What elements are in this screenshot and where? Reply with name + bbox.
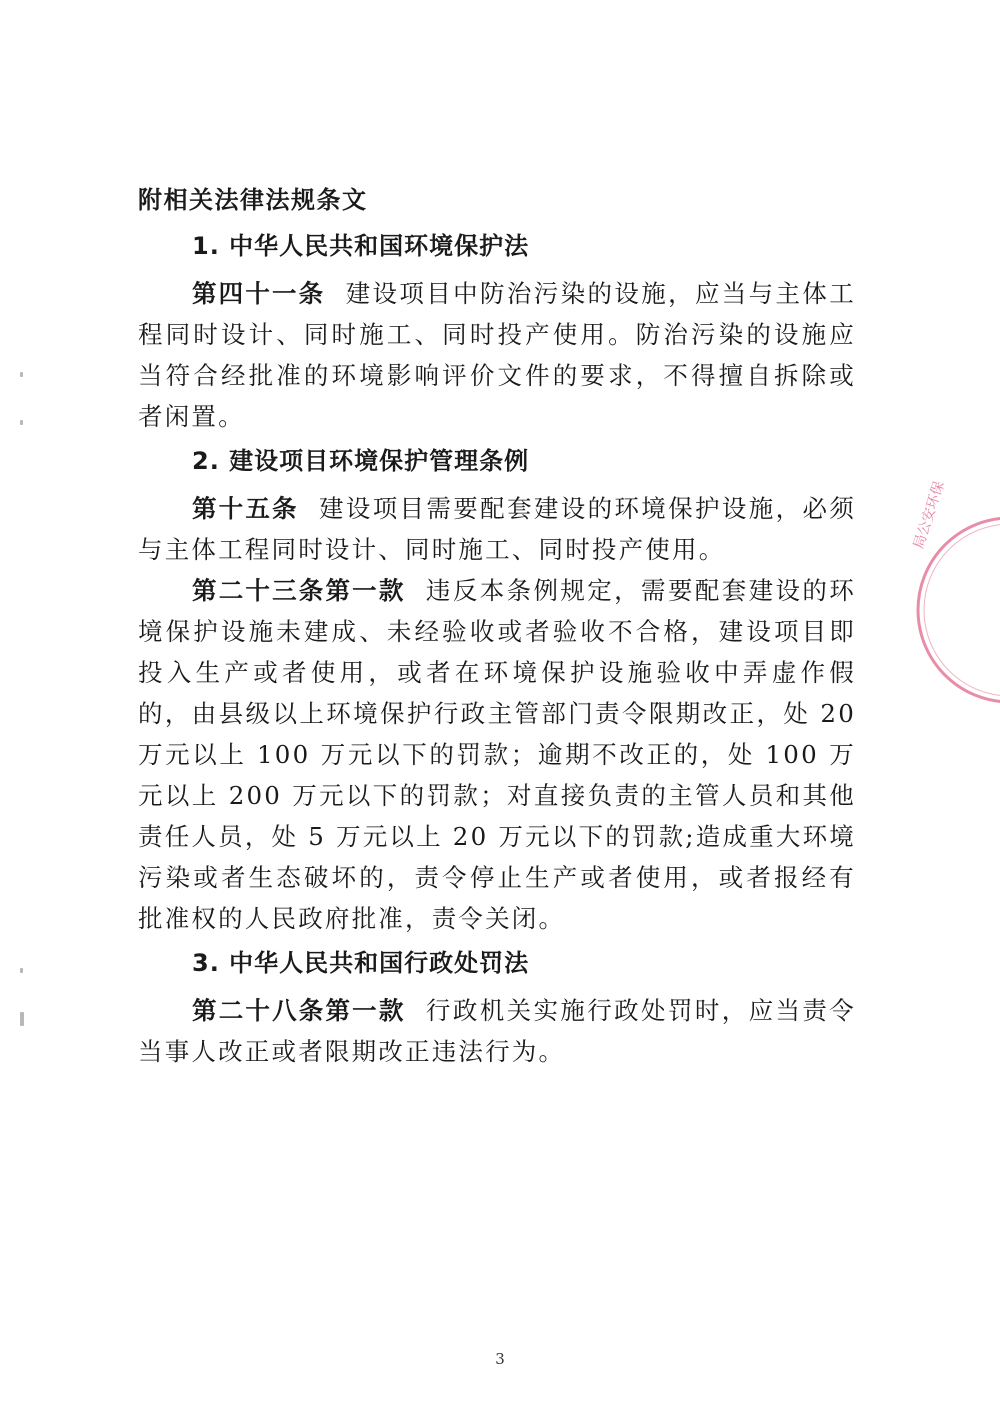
scan-speck: [20, 1012, 24, 1026]
seal-text: 局公安环保: [910, 479, 948, 551]
article-paragraph: [138, 273, 856, 437]
appendix-heading: 附相关法律法规条文: [138, 186, 368, 214]
document-body: [138, 180, 856, 1072]
article-label: 第十五条: [192, 494, 299, 523]
article-label: 第二十八条第一款: [192, 996, 406, 1025]
article-label: 第二十三条第一款: [192, 576, 406, 605]
article-paragraph: [138, 990, 856, 1072]
scan-speck: [20, 372, 23, 377]
section-title: 2. 建设项目环境保护管理条例: [192, 447, 530, 475]
article-text: 建设项目中防治污染的设施，应当与主体工程同时设计、同时施工、同时投产使用。防治污染的设施应当符合经批准的环境影响评价文件的要求，不得擅自拆除或者闲置。: [138, 279, 856, 431]
scan-speck: [20, 420, 23, 425]
article-paragraph: [138, 570, 856, 939]
article-text: 行政机关实施行政处罚时，应当责令当事人改正或者限期改正违法行为。: [138, 996, 857, 1066]
section-title: 3. 中华人民共和国行政处罚法: [192, 949, 530, 977]
page-number: 3: [495, 1350, 505, 1368]
article-label: 第四十一条: [192, 279, 326, 308]
article-text: 建设项目需要配套建设的环境保护设施，必须与主体工程同时设计、同时施工、同时投产使用。: [138, 494, 857, 564]
scan-speck: [20, 968, 23, 973]
article-text: 违反本条例规定，需要配套建设的环境保护设施未建成、未经验收或者验收不合格，建设项目即投入生产或者使用，或者在环境保护设施验收中弄虚作假的，由县级以上环境保护行政主管部门责令限期改正，处 20 万元以上 100 万元以下的罚款；逾期不改正的，处 100 万元以上 200 万元以下的罚款；对直接负责的主管人员和其他责任人员，处 5 万元以上 20 万元以下的罚款;造成重大环境污染或者生态破坏的，责令停止生产或者使用，或者报经有批准权的人民政府批准，责令关闭。: [138, 576, 857, 933]
article-paragraph: [138, 488, 856, 570]
official-seal-icon: [890, 510, 1000, 710]
section-title: 1. 中华人民共和国环境保护法: [192, 232, 530, 260]
